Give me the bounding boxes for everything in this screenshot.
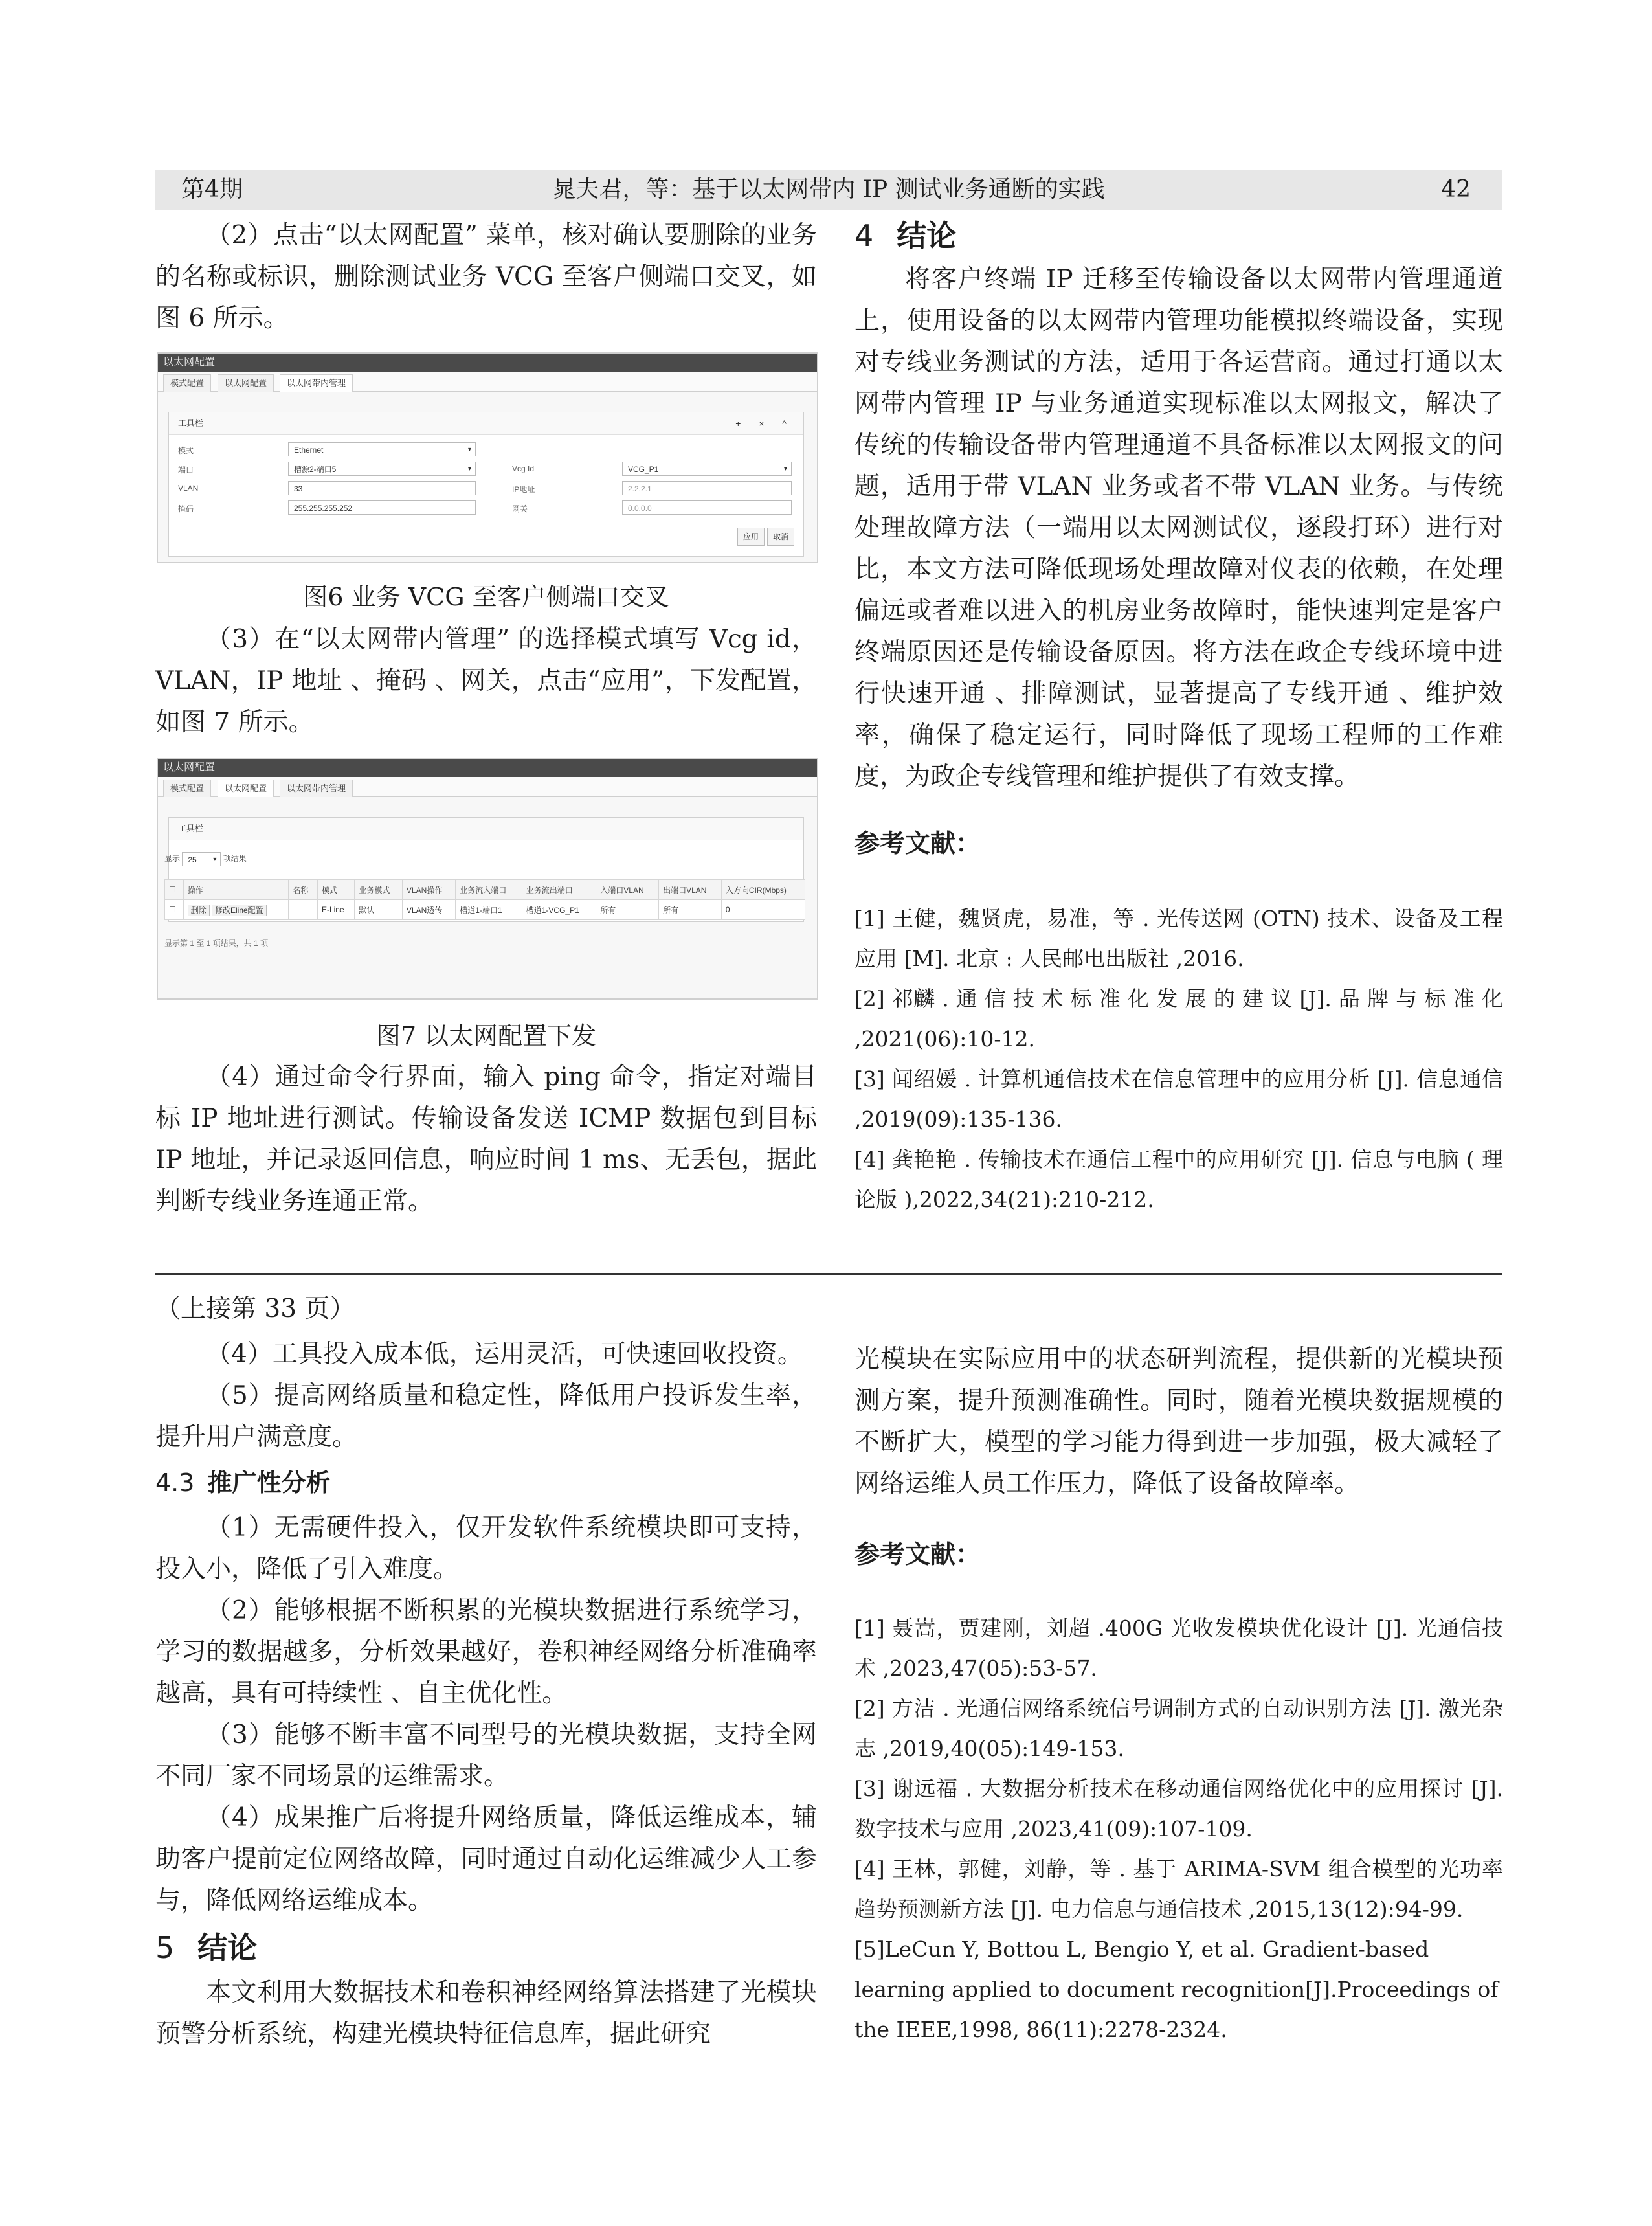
figure-6-screenshot bbox=[157, 352, 818, 563]
reference-item: [5]LeCun Y, Bottou L, Bengio Y, et al. Gradient-based learning applied to document recognition[J].Proceedings of the IEEE,1998, 86(11):2278-2324. bbox=[854, 1937, 1499, 2042]
section-title: 结论 bbox=[197, 1930, 258, 1965]
vcg-id-value: VCG_P1 bbox=[628, 465, 659, 474]
port-select[interactable] bbox=[288, 462, 476, 476]
paragraph: （5）提高网络质量和稳定性，降低用户投诉发生率，提升用户满意度。 bbox=[155, 1381, 817, 1452]
column-header: 名称 bbox=[289, 880, 318, 900]
ip-address-input[interactable]: 2.2.2.1 bbox=[622, 481, 792, 495]
tab-ethernet-config[interactable]: 以太网配置 bbox=[218, 780, 274, 797]
mask-label: 掩码 bbox=[178, 504, 194, 513]
conclusion-paragraph: 将客户终端 IP 迁移至传输设备以太网带内管理通道上，使用设备的以太网带内管理功能模拟终端设备，实现对专线业务测试的方法，适用于各运营商。通过打通以太网带内管理 IP 与业务通道实现标准以太网报文，解决了传统的传输设备带内管理通道不具备标准以太网报文的问题，适用于带 VLAN 业务或者不带 VLAN 业务。与传统处理故障方法（一端用以太网测试仪，逐段打环）进行对比，本文方法可降低现场处理故障对仪表的依赖，在处理偏远或者难以进入的机房业务故障时，能快速判定是客户终端原因还是传输设备原因。将方法在政企专线环境中进行快速开通 、排障测试，显著提高了专线开通 、维护效率，确保了稳定运行，同时降低了现场工程师的工作难度，为政企专线管理和维护提供了有效支撑。 bbox=[854, 265, 1503, 791]
vcg-id-select[interactable] bbox=[622, 462, 792, 476]
running-title: 晁夫君，等：基于以太网带内 IP 测试业务通断的实践 bbox=[552, 176, 1105, 203]
page-size-select[interactable] bbox=[182, 852, 221, 866]
left-column-step3 bbox=[155, 619, 817, 743]
column-header: 操作 bbox=[183, 880, 289, 900]
right-column-top bbox=[854, 215, 1503, 1220]
paragraph: （4）成果推广后将提升网络质量，降低运维成本，辅助客户提前定位网络故障，同时通过自动化运维减少人工参与，降低网络运维成本。 bbox=[155, 1803, 817, 1915]
cell-in-vlan: 所有 bbox=[596, 900, 659, 920]
port-value: 槽源2-端口5 bbox=[294, 465, 337, 474]
chevron-down-icon: ▾ bbox=[467, 466, 471, 473]
section-divider bbox=[155, 1273, 1502, 1275]
column-header: 入端口VLAN bbox=[596, 880, 659, 900]
table-footer: 显示第 1 至 1 项结果，共 1 项 bbox=[164, 939, 269, 948]
bottom-right-column bbox=[854, 1339, 1503, 2050]
tab-ethernet-config[interactable]: 以太网配置 bbox=[218, 374, 274, 392]
paragraph: 本文利用大数据技术和卷积神经网络算法搭建了光模块预警分析系统，构建光模块特征信息库，据此研究 bbox=[155, 1978, 817, 2049]
section-number: 4 bbox=[854, 218, 874, 253]
paragraph: 光模块在实际应用中的状态研判流程，提供新的光模块预测方案，提升预测准确性。同时，随着光模块数据规模的不断扩大，模型的学习能力得到进一步加强，极大减轻了网络运维人员工作压力，降低了设备故障率。 bbox=[854, 1345, 1503, 1498]
section-title: 结论 bbox=[897, 218, 957, 253]
tab-mode-config[interactable]: 模式配置 bbox=[163, 780, 211, 797]
row-actions bbox=[183, 900, 289, 920]
page-number: 42 bbox=[1441, 176, 1471, 203]
mode-label: 模式 bbox=[178, 446, 194, 455]
figure-7-screenshot bbox=[157, 758, 818, 1000]
issue-number: 第4期 bbox=[181, 176, 243, 203]
edit-eline-button[interactable]: 修改Eline配置 bbox=[212, 905, 267, 916]
page-size-control bbox=[164, 852, 247, 866]
reference-item: [2] 祁麟 . 通 信 技 术 标 准 化 发 展 的 建 议 [J]. 品 牌 与 标 准 化 ,2021(06):10-12. bbox=[854, 986, 1503, 1051]
reference-item: [3] 闻绍媛 . 计算机通信技术在信息管理中的应用分析 [J]. 信息通信 ,2019(09):135-136. bbox=[854, 1066, 1503, 1132]
section-title: 推广性分析 bbox=[207, 1468, 331, 1497]
column-header: 入方向CIR(Mbps) bbox=[721, 880, 805, 900]
show-prefix: 显示 bbox=[164, 854, 181, 864]
reference-item: [2] 方洁 . 光通信网络系统信号调制方式的自动识别方法 [J]. 激光杂志 ,2019,40(05):149-153. bbox=[854, 1696, 1503, 1761]
tab-mode-config[interactable]: 模式配置 bbox=[163, 374, 211, 392]
paragraph: （1）无需硬件投入，仅开发软件系统模块即可支持，投入小，降低了引入难度。 bbox=[155, 1513, 817, 1584]
paragraph-step-3: （3）在“以太网带内管理” 的选择模式填写 Vcg id，VLAN，IP 地址 、掩码 、网关，点击“应用”，下发配置，如图 7 所示。 bbox=[155, 625, 817, 737]
toolbar-title: 工具栏 bbox=[169, 818, 803, 840]
mask-input[interactable]: 255.255.255.252 bbox=[288, 500, 476, 515]
section-number: 5 bbox=[155, 1930, 175, 1965]
paragraph-step-4: （4）通过命令行界面，输入 ping 命令，指定对端目标 IP 地址进行测试。传输设备发送 ICMP 数据包到目标 IP 地址，并记录返回信息，响应时间 1 ms、无丢包，据此判断专线业务连通正常。 bbox=[155, 1062, 817, 1216]
vlan-input[interactable]: 33 bbox=[288, 481, 476, 495]
left-column-top bbox=[155, 215, 817, 339]
cancel-button[interactable]: 取消 bbox=[767, 528, 794, 546]
left-column-step4 bbox=[155, 1057, 817, 1222]
column-header: 模式 bbox=[317, 880, 354, 900]
cell-out-vlan: 所有 bbox=[659, 900, 722, 920]
window-title-bar: 以太网配置 bbox=[158, 759, 817, 777]
port-label: 端口 bbox=[178, 466, 194, 475]
chevron-down-icon: ▾ bbox=[213, 856, 217, 863]
paragraph: （4）工具投入成本低，运用灵活，可快速回收投资。 bbox=[206, 1340, 803, 1369]
tab-bar bbox=[158, 372, 817, 392]
figure-6-caption: 图6 业务 VCG 至客户侧端口交叉 bbox=[303, 583, 669, 611]
delete-button[interactable]: 删除 bbox=[188, 905, 210, 916]
column-header: 出端口VLAN bbox=[659, 880, 722, 900]
chevron-down-icon: ▾ bbox=[467, 446, 471, 453]
references-heading: 参考文献： bbox=[854, 829, 981, 859]
cell-name bbox=[289, 900, 318, 920]
cell-in-port: 槽道1-端口1 bbox=[456, 900, 522, 920]
cell-mode: E-Line bbox=[317, 900, 354, 920]
reference-item: [1] 聂嵩，贾建刚，刘超 .400G 光收发模块优化设计 [J]. 光通信技术 ,2023,47(05):53-57. bbox=[854, 1615, 1503, 1681]
reference-item: [4] 龚艳艳 . 传输技术在通信工程中的应用研究 [J]. 信息与电脑 ( 理论版 ),2022,34(21):210-212. bbox=[854, 1147, 1503, 1212]
bottom-left-column bbox=[155, 1288, 817, 2055]
chevron-down-icon: ▾ bbox=[783, 466, 787, 473]
reference-item: [1] 王健，魏贤虎，易准，等 . 光传送网 (OTN) 技术、设备及工程应用 [M]. 北京 : 人民邮电出版社 ,2016. bbox=[854, 906, 1503, 971]
toolbar-title-text: 工具栏 bbox=[178, 418, 204, 428]
table-header-row bbox=[165, 880, 805, 900]
select-all-checkbox[interactable]: ☐ bbox=[165, 880, 184, 900]
table-row bbox=[165, 900, 805, 920]
column-header: VLAN操作 bbox=[402, 880, 455, 900]
config-table bbox=[164, 879, 805, 920]
reference-item: [4] 王林，郭健，刘静，等 . 基于 ARIMA-SVM 组合模型的光功率趋势预测新方法 [J]. 电力信息与通信技术 ,2015,13(12):94-99. bbox=[854, 1856, 1503, 1922]
references-heading: 参考文献： bbox=[854, 1540, 981, 1569]
vcg-id-label: Vcg Id bbox=[512, 464, 535, 473]
tab-inband-management[interactable]: 以太网带内管理 bbox=[280, 780, 353, 797]
figure-7-caption: 图7 以太网配置下发 bbox=[375, 1022, 597, 1050]
gateway-label: 网关 bbox=[512, 504, 528, 513]
section-4-heading bbox=[854, 215, 1503, 256]
vlan-label: VLAN bbox=[178, 484, 199, 493]
section-number: 4.3 bbox=[155, 1468, 195, 1497]
toolbar-panel bbox=[168, 412, 804, 557]
ip-address-label: IP地址 bbox=[512, 485, 535, 494]
cell-vlan-op: VLAN透传 bbox=[402, 900, 455, 920]
show-suffix: 项结果 bbox=[223, 854, 247, 864]
cell-cir: 0 bbox=[721, 900, 805, 920]
cell-out-port: 槽道1-VCG_P1 bbox=[522, 900, 596, 920]
row-checkbox[interactable]: ☐ bbox=[165, 900, 184, 920]
section-4-3-heading bbox=[155, 1462, 817, 1503]
column-header: 业务流入端口 bbox=[456, 880, 522, 900]
panel-controls-icon[interactable]: + × ^ bbox=[735, 418, 794, 429]
reference-item: [3] 谢远福 . 大数据分析技术在移动通信网络优化中的应用探讨 [J]. 数字技术与应用 ,2023,41(09):107-109. bbox=[854, 1776, 1503, 1841]
page-size-value: 25 bbox=[188, 855, 197, 864]
section-5-heading bbox=[155, 1927, 817, 1968]
column-header: 业务流出端口 bbox=[522, 880, 596, 900]
paragraph: （2）能够根据不断积累的光模块数据进行系统学习，学习的数据越多，分析效果越好，卷积神经网络分析准确率越高，具有可持续性 、自主优化性。 bbox=[155, 1596, 817, 1708]
continued-note: （上接第 33 页） bbox=[155, 1294, 355, 1323]
paragraph: （3）能够不断丰富不同型号的光模块数据，支持全网不同厂家不同场景的运维需求。 bbox=[155, 1720, 817, 1791]
apply-button[interactable]: 应用 bbox=[737, 528, 765, 546]
toolbar-title bbox=[169, 412, 803, 435]
paragraph-step-2: （2）点击“以太网配置” 菜单，核对确认要删除的业务的名称或标识，删除测试业务 VCG 至客户侧端口交叉，如图 6 所示。 bbox=[155, 221, 817, 333]
mode-value: Ethernet bbox=[294, 445, 324, 455]
gateway-input[interactable]: 0.0.0.0 bbox=[622, 500, 792, 515]
mode-select[interactable] bbox=[288, 442, 476, 456]
cell-service-mode: 默认 bbox=[355, 900, 403, 920]
tab-inband-management[interactable]: 以太网带内管理 bbox=[280, 374, 353, 392]
column-header: 业务模式 bbox=[355, 880, 403, 900]
running-header bbox=[155, 170, 1502, 210]
tab-bar bbox=[158, 777, 817, 797]
window-title-bar: 以太网配置 bbox=[158, 354, 817, 372]
